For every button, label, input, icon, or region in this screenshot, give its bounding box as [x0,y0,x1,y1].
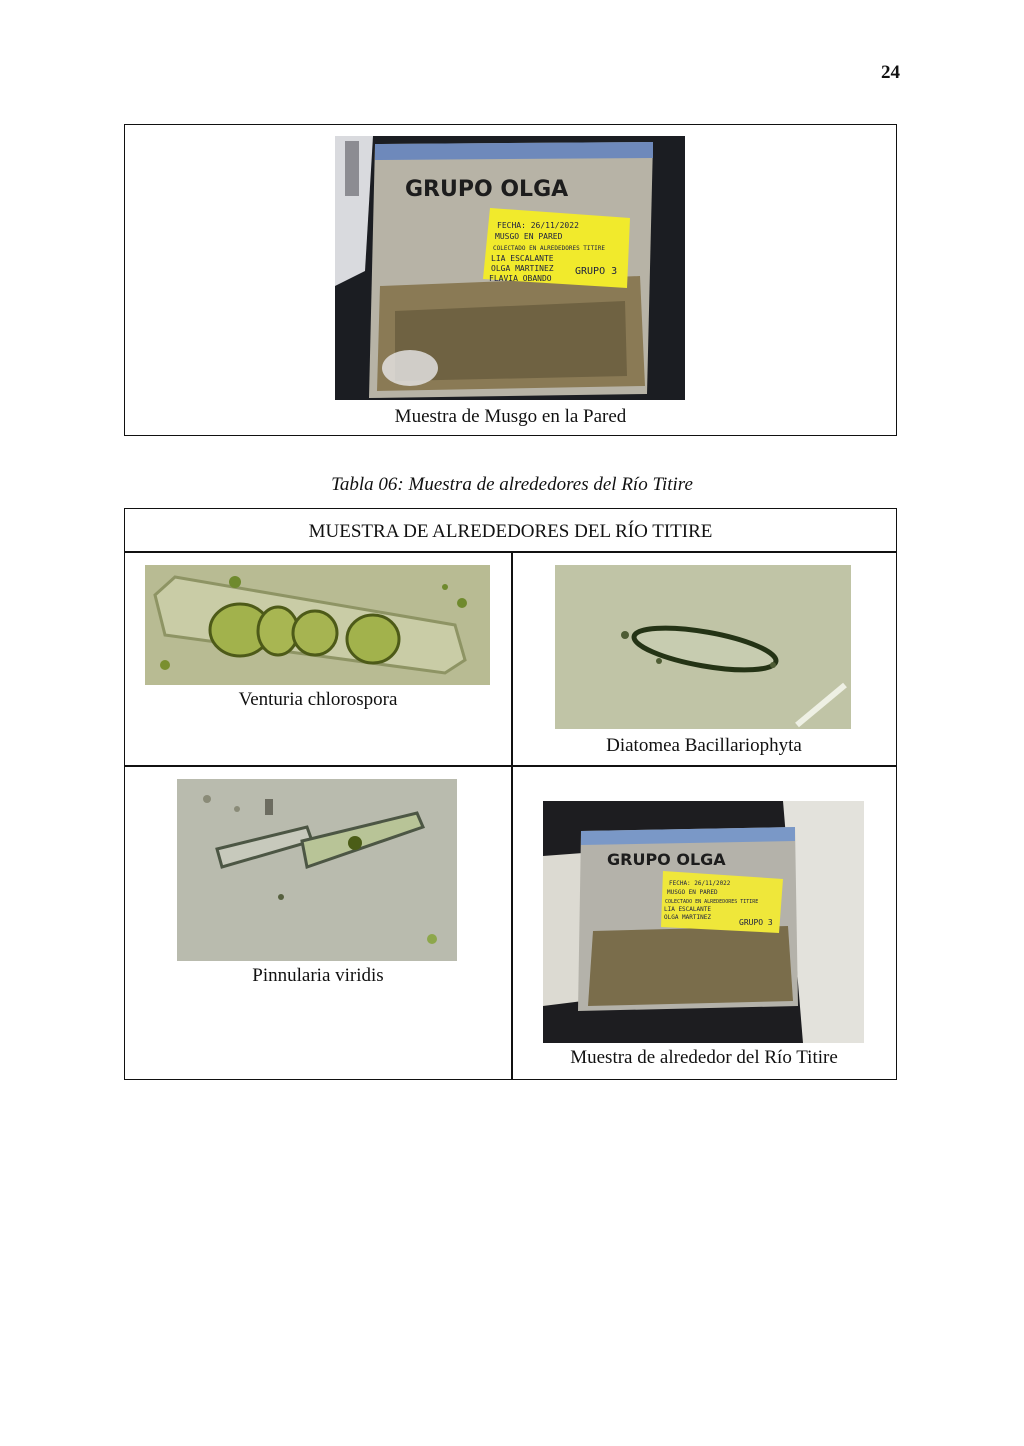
page-number: 24 [881,62,900,83]
sample-bag-photo [543,801,864,1043]
svg-text:COLECTADO EN ALREDEDORES TITIR: COLECTADO EN ALREDEDORES TITIRE [665,899,759,905]
moss-sample-caption: Muestra de Musgo en la Pared [394,406,627,427]
svg-text:FLAVIA OBANDO: FLAVIA OBANDO [489,274,552,283]
svg-text:COLECTADO EN ALREDEDORES TITIR: COLECTADO EN ALREDEDORES TITIRE [493,245,605,252]
svg-text:GRUPO 3: GRUPO 3 [739,918,773,927]
svg-text:LIA ESCALANTE: LIA ESCALANTE [491,254,554,263]
svg-text:MUSGO EN PARED: MUSGO EN PARED [667,889,718,896]
sample-table [124,508,897,1080]
svg-text:LIA ESCALANTE: LIA ESCALANTE [664,906,711,913]
svg-text:GRUPO OLGA: GRUPO OLGA [405,177,569,202]
cell-caption: Pinnularia viridis [252,965,384,986]
svg-text:OLGA MARTINEZ: OLGA MARTINEZ [491,264,554,273]
table-header: MUESTRA DE ALREDEDORES DEL RÍO TITIRE [308,521,713,542]
cell-caption: Diatomea Bacillariophyta [606,735,802,756]
svg-text:GRUPO 3: GRUPO 3 [575,266,618,277]
table-divider [511,551,513,1079]
pinnularia-micrograph [177,779,457,961]
moss-bag-photo [335,136,685,400]
svg-text:FECHA: 26/11/2022: FECHA: 26/11/2022 [497,221,579,230]
table-title: Tabla 06: Muestra de alrededores del Río Titire [331,474,693,495]
cell-caption: Venturia chlorospora [238,689,398,710]
venturia-micrograph [145,565,490,685]
svg-text:FECHA: 26/11/2022: FECHA: 26/11/2022 [669,880,731,887]
diatom-micrograph [555,565,851,729]
cell-caption: Muestra de alrededor del Río Titire [570,1047,838,1068]
svg-text:GRUPO OLGA: GRUPO OLGA [607,850,726,869]
moss-sample-figure [124,124,897,436]
svg-text:MUSGO EN PARED: MUSGO EN PARED [495,232,563,241]
svg-text:OLGA MARTINEZ: OLGA MARTINEZ [664,914,711,921]
